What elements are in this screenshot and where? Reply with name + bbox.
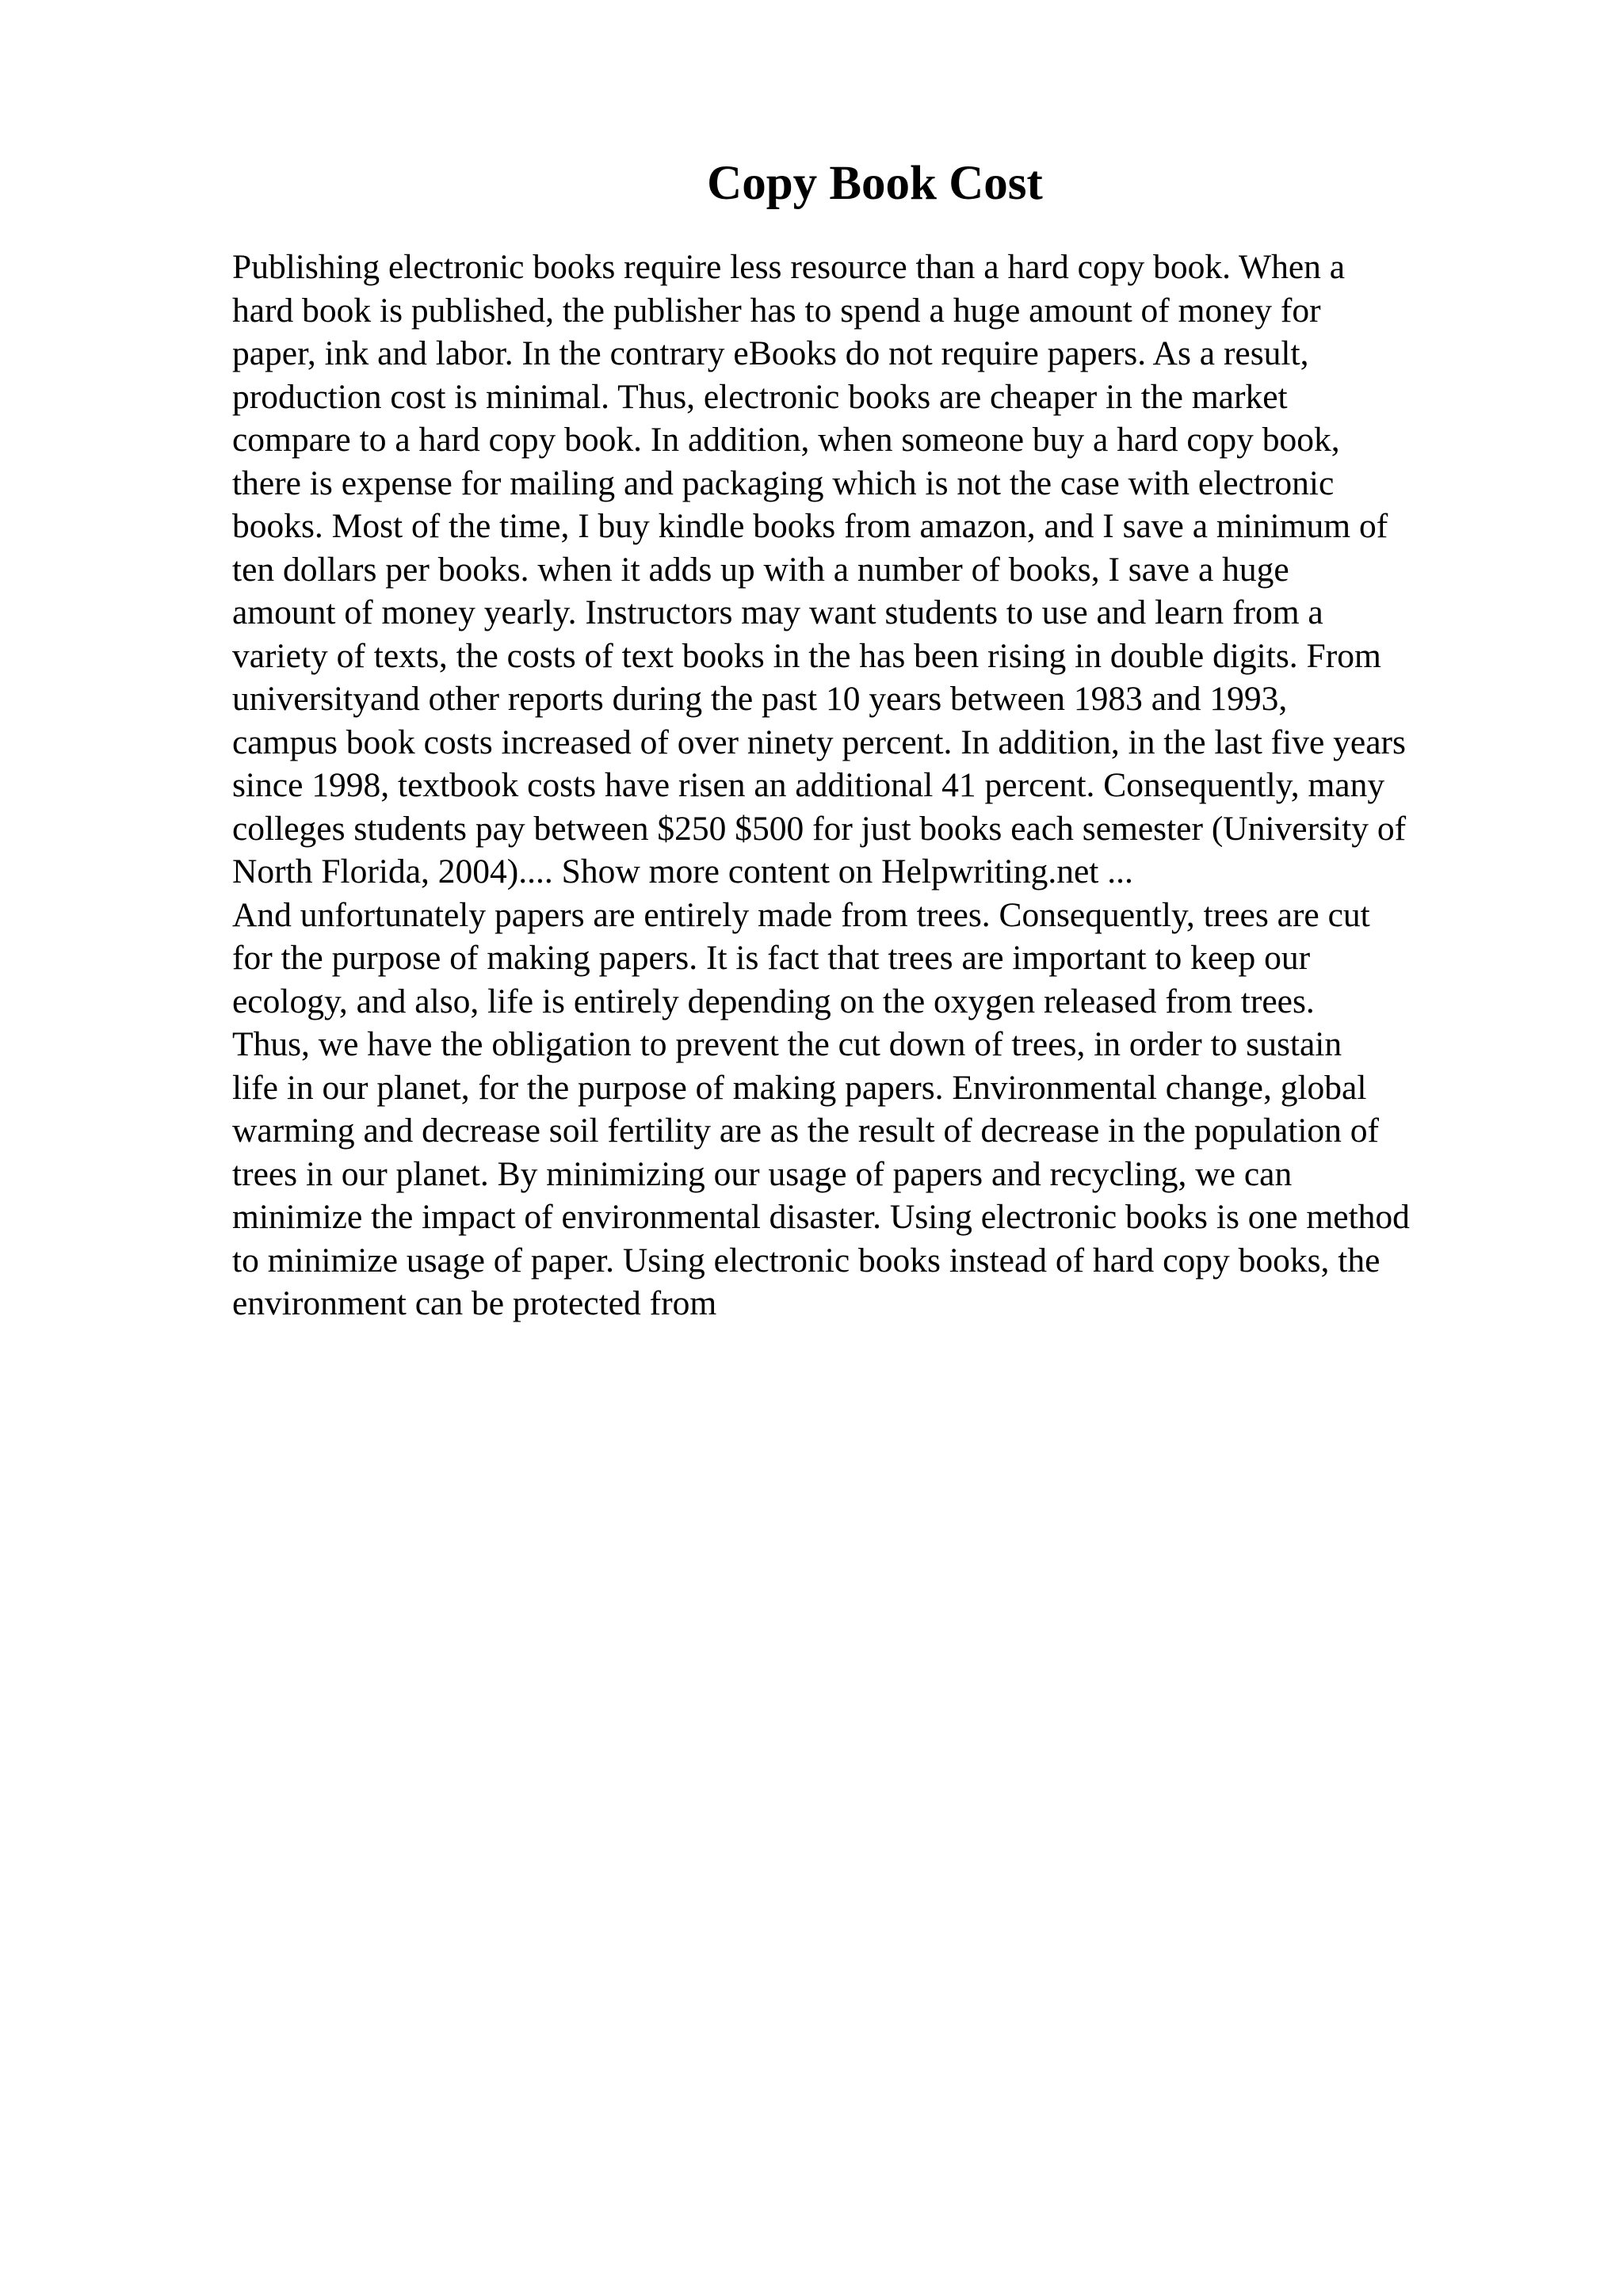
text-line: compare to a hard copy book. In addition, when someone buy a hard copy book, bbox=[232, 421, 1340, 459]
text-line: for the purpose of making papers. It is fact that trees are important to keep our bbox=[232, 939, 1311, 977]
text-line: North Florida, 2004).... Show more content on Helpwriting.net ... bbox=[232, 852, 1133, 891]
text-line: environment can be protected from bbox=[232, 1284, 717, 1322]
text-line: warming and decrease soil fertility are as the result of decrease in the population of bbox=[232, 1112, 1380, 1150]
text-line: colleges students pay between $250 $500 for just books each semester (University of bbox=[232, 809, 1407, 848]
text-line: Thus, we have the obligation to prevent the cut down of trees, in order to sustain bbox=[232, 1025, 1342, 1063]
text-line: paper, ink and labor. In the contrary eBooks do not require papers. As a result, bbox=[232, 334, 1309, 372]
text-line: trees in our planet. By minimizing our usage of papers and recycling, we can bbox=[232, 1154, 1293, 1193]
text-line: since 1998, textbook costs have risen an additional 41 percent. Consequently, many bbox=[232, 766, 1385, 804]
body-text bbox=[232, 246, 1532, 1325]
text-line: And unfortunately papers are entirely made from trees. Consequently, trees are cut bbox=[232, 895, 1370, 934]
text-line: amount of money yearly. Instructors may want students to use and learn from a bbox=[232, 593, 1323, 631]
text-line: to minimize usage of paper. Using electronic books instead of hard copy books, the bbox=[232, 1241, 1381, 1280]
text-line: life in our planet, for the purpose of making papers. Environmental change, global bbox=[232, 1068, 1367, 1107]
text-line: hard book is published, the publisher has to spend a huge amount of money for bbox=[232, 291, 1321, 330]
text-line: production cost is minimal. Thus, electronic books are cheaper in the market bbox=[232, 377, 1288, 416]
text-line: books. Most of the time, I buy kindle books from amazon, and I save a minimum of bbox=[232, 507, 1388, 545]
page-title: Copy Book Cost bbox=[707, 157, 1043, 210]
text-line: ecology, and also, life is entirely depending on the oxygen released from trees. bbox=[232, 982, 1315, 1020]
text-line: Publishing electronic books require less resource than a hard copy book. When a bbox=[232, 248, 1346, 286]
text-line: campus book costs increased of over ninety percent. In addition, in the last five years bbox=[232, 723, 1406, 761]
text-line: minimize the impact of environmental disaster. Using electronic books is one method bbox=[232, 1198, 1410, 1236]
text-line: variety of texts, the costs of text books in the has been rising in double digits. From bbox=[232, 636, 1381, 675]
text-line: ten dollars per books. when it adds up with a number of books, I save a huge bbox=[232, 550, 1289, 589]
text-line: universityand other reports during the past 10 years between 1983 and 1993, bbox=[232, 680, 1288, 718]
text-line: there is expense for mailing and packaging which is not the case with electronic bbox=[232, 463, 1335, 502]
